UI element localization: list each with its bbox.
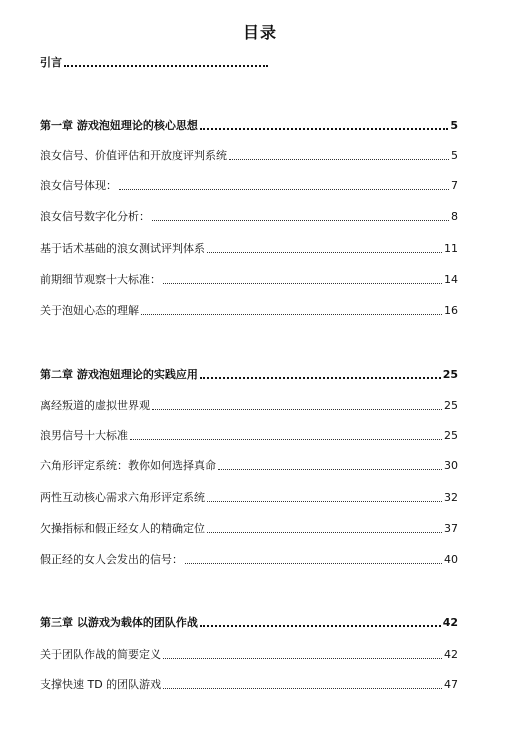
entry-label: 欠操指标和假正经女人的精确定位 <box>40 522 205 535</box>
page-number: 25 <box>442 368 458 381</box>
toc-entry[interactable] <box>40 271 458 287</box>
toc-entry[interactable] <box>40 177 458 193</box>
dot-leader <box>130 438 442 440</box>
dot-leader <box>207 251 442 253</box>
toc-entry[interactable] <box>40 240 458 256</box>
toc-entry[interactable] <box>40 520 458 536</box>
toc-entry[interactable] <box>40 147 458 163</box>
page-number: 32 <box>444 491 458 504</box>
dot-leader <box>64 64 268 67</box>
toc-entry[interactable] <box>40 646 458 662</box>
page-number: 37 <box>444 522 458 535</box>
page-number: 25 <box>444 399 458 412</box>
toc-title: 目录 <box>242 23 277 42</box>
toc-entry[interactable] <box>40 208 458 224</box>
page-number: 40 <box>444 553 458 566</box>
entry-label: 引言 <box>40 56 62 69</box>
page-number: 42 <box>442 616 458 629</box>
toc-entry[interactable] <box>40 397 458 413</box>
dot-leader <box>207 531 442 533</box>
dot-leader <box>200 624 441 627</box>
entry-label: 浪女信号、价值评估和开放度评判系统 <box>40 149 227 162</box>
page-number: 5 <box>450 119 458 132</box>
dot-leader <box>163 657 442 659</box>
page-number: 30 <box>444 459 458 472</box>
entry-label: 浪女信号体现： <box>40 179 117 192</box>
toc-entry[interactable] <box>40 457 458 473</box>
toc-entry[interactable] <box>40 551 458 567</box>
dot-leader <box>218 468 442 470</box>
entry-label: 浪女信号数字化分析： <box>40 210 150 223</box>
toc-entry[interactable] <box>40 489 458 505</box>
page-number: 25 <box>444 429 458 442</box>
dot-leader <box>200 127 449 130</box>
page-number: 14 <box>444 273 458 286</box>
toc-entry[interactable] <box>40 676 458 692</box>
entry-label: 支撑快速 TD 的团队游戏 <box>40 678 162 691</box>
dot-leader <box>163 687 442 689</box>
toc-entry-intro[interactable] <box>40 54 270 70</box>
page-number: 11 <box>444 242 458 255</box>
chapter-label: 第三章 以游戏为载体的团队作战 <box>40 616 198 629</box>
page-number: 47 <box>444 678 458 691</box>
entry-label: 基于话术基础的浪女测试评判体系 <box>40 242 205 255</box>
chapter-label: 第一章 游戏泡妞理论的核心思想 <box>40 119 198 132</box>
page-number: 8 <box>451 210 458 223</box>
chapter-label: 第二章 游戏泡妞理论的实践应用 <box>40 368 198 381</box>
toc-chapter-2[interactable] <box>40 366 458 382</box>
dot-leader <box>163 282 442 284</box>
toc-chapter-1[interactable] <box>40 117 458 133</box>
page-number: 5 <box>451 149 458 162</box>
toc-chapter-3[interactable] <box>40 614 458 630</box>
entry-label: 假正经的女人会发出的信号： <box>40 553 183 566</box>
dot-leader <box>141 313 442 315</box>
entry-label: 浪男信号十大标准 <box>40 429 128 442</box>
page-number: 16 <box>444 304 458 317</box>
page-number: 7 <box>451 179 458 192</box>
page-number: 42 <box>444 648 458 661</box>
dot-leader <box>152 219 449 221</box>
toc-entry[interactable] <box>40 302 458 318</box>
dot-leader <box>229 158 449 160</box>
toc-entry[interactable] <box>40 427 458 443</box>
dot-leader <box>119 188 449 190</box>
dot-leader <box>200 376 441 379</box>
dot-leader <box>152 408 442 410</box>
dot-leader <box>185 562 442 564</box>
entry-label: 六角形评定系统：教你如何选择真命 <box>40 459 216 472</box>
dot-leader <box>207 500 442 502</box>
entry-label: 关于泡妞心态的理解 <box>40 304 139 317</box>
entry-label: 前期细节观察十大标准： <box>40 273 161 286</box>
entry-label: 离经叛道的虚拟世界观 <box>40 399 150 412</box>
entry-label: 两性互动核心需求六角形评定系统 <box>40 491 205 504</box>
entry-label: 关于团队作战的简要定义 <box>40 648 161 661</box>
